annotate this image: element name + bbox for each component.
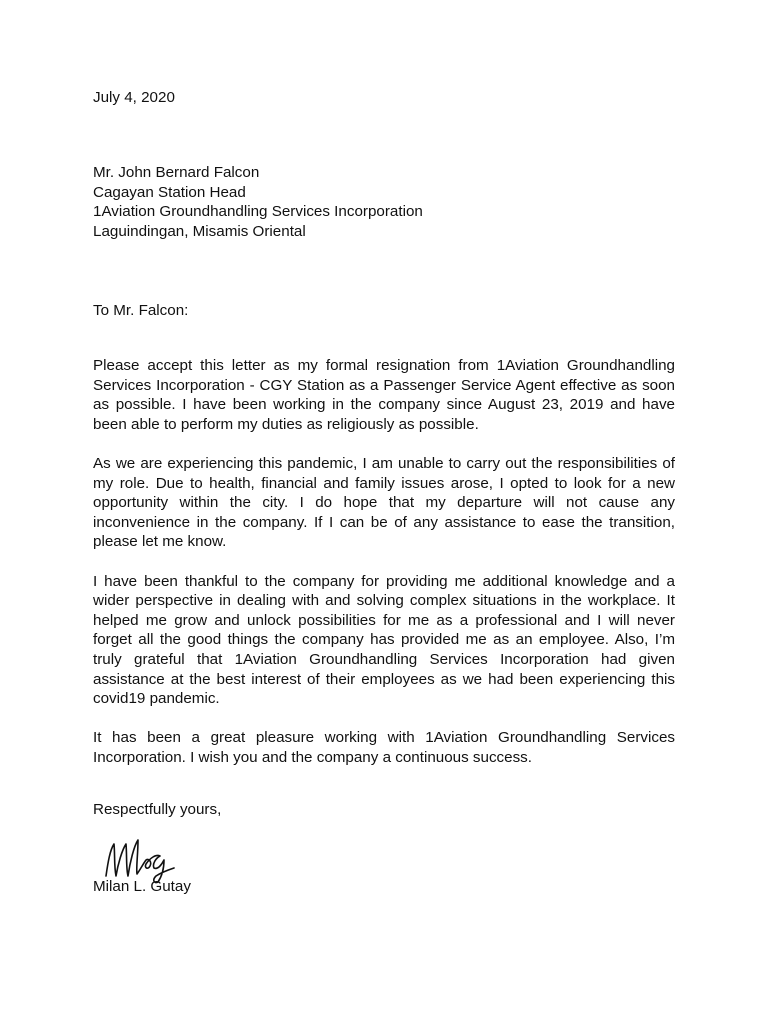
closing-line: Respectfully yours, [93,801,222,818]
recipient-location: Laguindingan, Misamis Oriental [93,222,306,240]
signer-name: Milan L. Gutay [93,878,191,895]
body-paragraph: Please accept this letter as my formal resignation from 1Aviation Groundhandling Services Incorporation - CGY Station as a Passenger Service Agent effective as soon as possible. I have been working in the company since August 23, 2019 and have been able to perform my duties as religiously as possible. [93,357,675,433]
recipient-name: Mr. John Bernard Falcon [93,164,260,181]
body-paragraph: It has been a great pleasure working with 1Aviation Groundhandling Services Incorporation. I wish you and the company a continuous success. [93,729,675,766]
recipient-company: 1Aviation Groundhandling Services Incorporation [93,203,423,221]
salutation: To Mr. Falcon: [93,302,189,319]
body-paragraph: As we are experiencing this pandemic, I am unable to carry out the responsibilities of my role. Due to health, financial and family issues arose, I opted to look for a new opportunity within the city. I do hope that my departure will not cause any inconvenience in the company. If I can be of any assistance to ease the transition, please let me know. [93,454,675,551]
recipient-block [93,163,423,241]
body-paragraph: I have been thankful to the company for providing me additional knowledge and a wider perspective in dealing with and solving complex situations in the workplace. It helped me grow and unlock possibilities for me as a professional and I will never forget all the good things the company has provided me as an employee. Also, I’m truly grateful that 1Aviation Groundhandling Services Incorporation had given assistance at the best interest of their employees as we had been experiencing this covid19 pandemic. [93,572,675,708]
letter-date: July 4, 2020 [93,89,175,106]
recipient-title: Cagayan Station Head [93,183,246,201]
letter-body [93,356,675,787]
